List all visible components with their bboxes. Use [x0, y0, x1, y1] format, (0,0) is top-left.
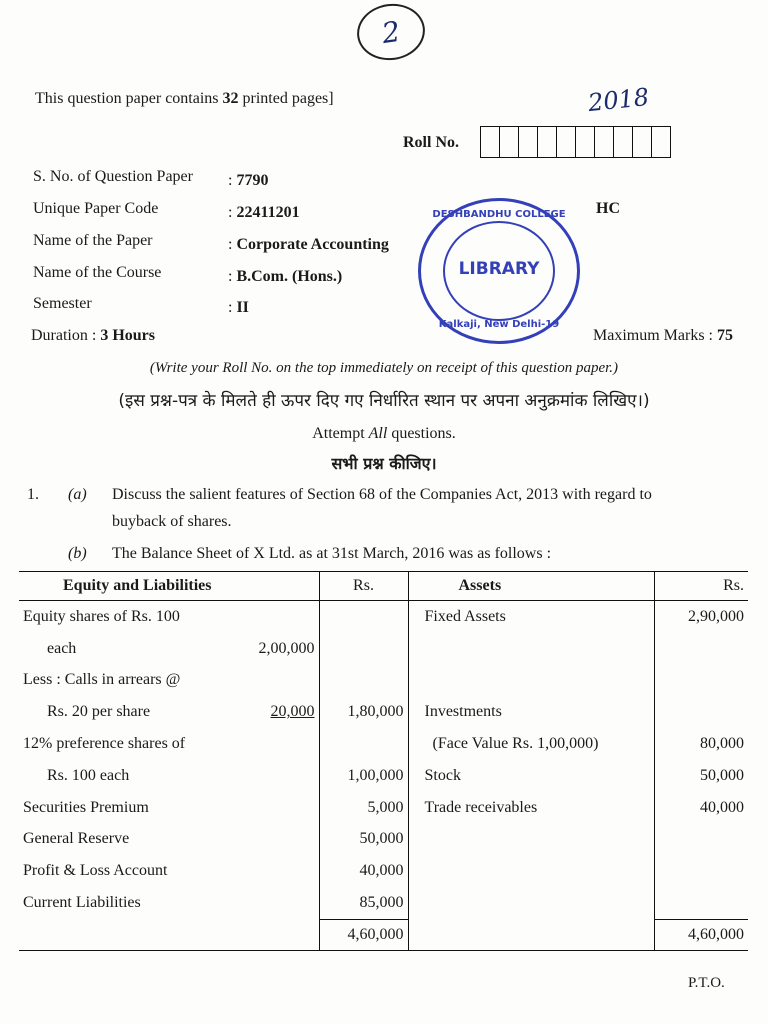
asset-amount — [654, 665, 748, 697]
asset-amount: 40,000 — [654, 792, 748, 824]
meta-value-text: B.Com. (Hons.) — [236, 268, 343, 285]
balance-sheet-row — [19, 855, 748, 887]
liability-amount: 50,000 — [319, 824, 408, 856]
header-assets: Assets — [408, 572, 654, 601]
liability-amount — [319, 633, 408, 665]
balance-sheet-row — [19, 696, 748, 728]
meta-label: S. No. of Question Paper — [33, 168, 193, 185]
header-rs-liabilities: Rs. — [319, 572, 408, 601]
liability-item: 12% preference shares of — [23, 735, 186, 753]
attempt-all-word: All — [368, 425, 388, 442]
asset-item: Fixed Assets — [408, 601, 654, 633]
meta-value: : 7790 — [228, 172, 269, 189]
asset-item — [408, 633, 654, 665]
library-stamp — [418, 198, 580, 344]
asset-item — [408, 887, 654, 919]
meta-value: : 22411201 — [228, 204, 300, 221]
header-rs-assets: Rs. — [654, 572, 748, 601]
meta-label: Unique Paper Code — [33, 200, 159, 217]
instruction-hindi: (इस प्रश्न-पत्र के मिलते ही ऊपर दिए गए निर्धारित स्थान पर अपना अनुक्रमांक लिखिए।) — [118, 391, 650, 411]
liability-sub-amount: 20,000 — [270, 703, 315, 721]
liability-item: Rs. 100 each — [47, 766, 130, 784]
attempt-suffix: questions. — [387, 425, 456, 442]
instruction-english: (Write your Roll No. on the top immediately on receipt of this question paper.) — [149, 360, 619, 376]
stamp-bottom-text: Kalkaji, New Delhi-19 — [438, 319, 560, 330]
balance-sheet-row — [19, 633, 748, 665]
balance-sheet-row — [19, 728, 748, 760]
pages-count: 32 — [222, 90, 239, 107]
question-part-b-text: The Balance Sheet of X Ltd. as at 31st March, 2016 was as follows : — [112, 545, 552, 562]
roll-no-digit-box[interactable] — [481, 127, 500, 157]
balance-sheet-row — [19, 824, 748, 856]
question-part-a-label: (a) — [68, 486, 87, 503]
meta-value: : Corporate Accounting — [228, 236, 389, 253]
attempt-all-hindi: सभी प्रश्न कीजिए। — [331, 454, 437, 473]
meta-value-text: 7790 — [236, 172, 269, 189]
circled-page-number: 2 — [353, 0, 428, 64]
liability-amount: 5,000 — [319, 792, 408, 824]
asset-item — [408, 855, 654, 887]
liability-amount — [319, 728, 408, 760]
roll-no-label: Roll No. — [403, 134, 459, 151]
liability-item: Current Liabilities — [23, 894, 141, 912]
meta-label: Semester — [33, 295, 92, 312]
meta-value-text: Corporate Accounting — [236, 236, 389, 253]
header-equity-liabilities: Equity and Liabilities — [19, 572, 319, 601]
total-assets: 4,60,000 — [654, 919, 748, 950]
handwritten-year: 2018 — [586, 82, 651, 118]
max-marks-label: Maximum Marks : — [593, 327, 717, 344]
liability-item: General Reserve — [23, 830, 130, 848]
asset-amount — [654, 633, 748, 665]
liability-amount: 40,000 — [319, 855, 408, 887]
liability-amount — [319, 601, 408, 633]
meta-value: : II — [228, 299, 249, 316]
roll-no-digit-box[interactable] — [538, 127, 557, 157]
meta-value: : B.Com. (Hons.) — [228, 268, 343, 285]
liability-item: Rs. 20 per share — [47, 703, 151, 721]
balance-sheet-row — [19, 601, 748, 633]
balance-sheet-row — [19, 760, 748, 792]
meta-value-text: II — [236, 299, 249, 316]
pages-note-suffix: printed pages] — [238, 90, 334, 107]
liability-amount: 85,000 — [319, 887, 408, 919]
asset-amount: 80,000 — [654, 728, 748, 760]
liability-sub-amount: 2,00,000 — [258, 639, 315, 657]
balance-sheet-table — [19, 571, 748, 951]
balance-sheet-row — [19, 792, 748, 824]
stamp-top-text: DESHBANDHU COLLEGE — [432, 209, 566, 220]
roll-no-digit-box[interactable] — [557, 127, 576, 157]
asset-item: Stock — [408, 760, 654, 792]
asset-amount — [654, 855, 748, 887]
pages-note — [35, 90, 334, 108]
meta-label: Name of the Course — [33, 264, 162, 281]
balance-sheet-row — [19, 665, 748, 697]
duration-label: Duration : — [31, 327, 101, 344]
balance-sheet-header — [19, 572, 748, 601]
asset-item: Investments — [408, 696, 654, 728]
duration — [31, 327, 155, 345]
roll-no-digit-box[interactable] — [519, 127, 538, 157]
liability-item: Equity shares of Rs. 100 — [23, 607, 180, 625]
asset-item: (Face Value Rs. 1,00,000) — [408, 728, 654, 760]
pages-note-prefix: This question paper contains — [35, 90, 223, 107]
meta-value-text: 22411201 — [236, 204, 300, 221]
balance-sheet-row — [19, 887, 748, 919]
asset-amount: 50,000 — [654, 760, 748, 792]
roll-no-digit-box[interactable] — [595, 127, 614, 157]
question-part-a-line2: buyback of shares. — [112, 513, 232, 530]
liability-item: each — [47, 639, 77, 657]
question-part-b-label: (b) — [68, 545, 87, 562]
stamp-library-text: LIBRARY — [458, 259, 540, 279]
liability-amount — [319, 665, 408, 697]
question-part-a-line1: Discuss the salient features of Section 68 of the Companies Act, 2013 with regard to — [112, 486, 652, 503]
liability-item: Securities Premium — [23, 798, 149, 816]
liability-item: Profit & Loss Account — [23, 862, 168, 880]
roll-no-digit-box[interactable] — [500, 127, 519, 157]
liability-item: Less : Calls in arrears @ — [23, 671, 181, 689]
attempt-prefix: Attempt — [312, 425, 369, 442]
pto-note: P.T.O. — [688, 975, 725, 991]
roll-no-digit-box[interactable] — [633, 127, 652, 157]
question-number: 1. — [27, 486, 39, 503]
balance-sheet-total-row — [19, 919, 748, 950]
roll-no-boxes[interactable] — [480, 126, 671, 158]
roll-no-digit-box[interactable] — [652, 127, 670, 157]
asset-amount — [654, 696, 748, 728]
meta-label: Name of the Paper — [33, 232, 153, 249]
code-tag: HC — [596, 200, 620, 217]
max-marks — [593, 327, 733, 345]
asset-item — [408, 824, 654, 856]
asset-amount — [654, 887, 748, 919]
duration-value: 3 Hours — [100, 327, 155, 344]
total-liabilities: 4,60,000 — [319, 919, 408, 950]
liability-amount: 1,80,000 — [319, 696, 408, 728]
asset-item — [408, 665, 654, 697]
attempt-all — [0, 425, 768, 443]
asset-amount — [654, 824, 748, 856]
roll-no-digit-box[interactable] — [576, 127, 595, 157]
roll-no-digit-box[interactable] — [614, 127, 633, 157]
max-marks-value: 75 — [717, 327, 733, 344]
asset-item: Trade receivables — [408, 792, 654, 824]
asset-amount: 2,90,000 — [654, 601, 748, 633]
liability-amount: 1,00,000 — [319, 760, 408, 792]
